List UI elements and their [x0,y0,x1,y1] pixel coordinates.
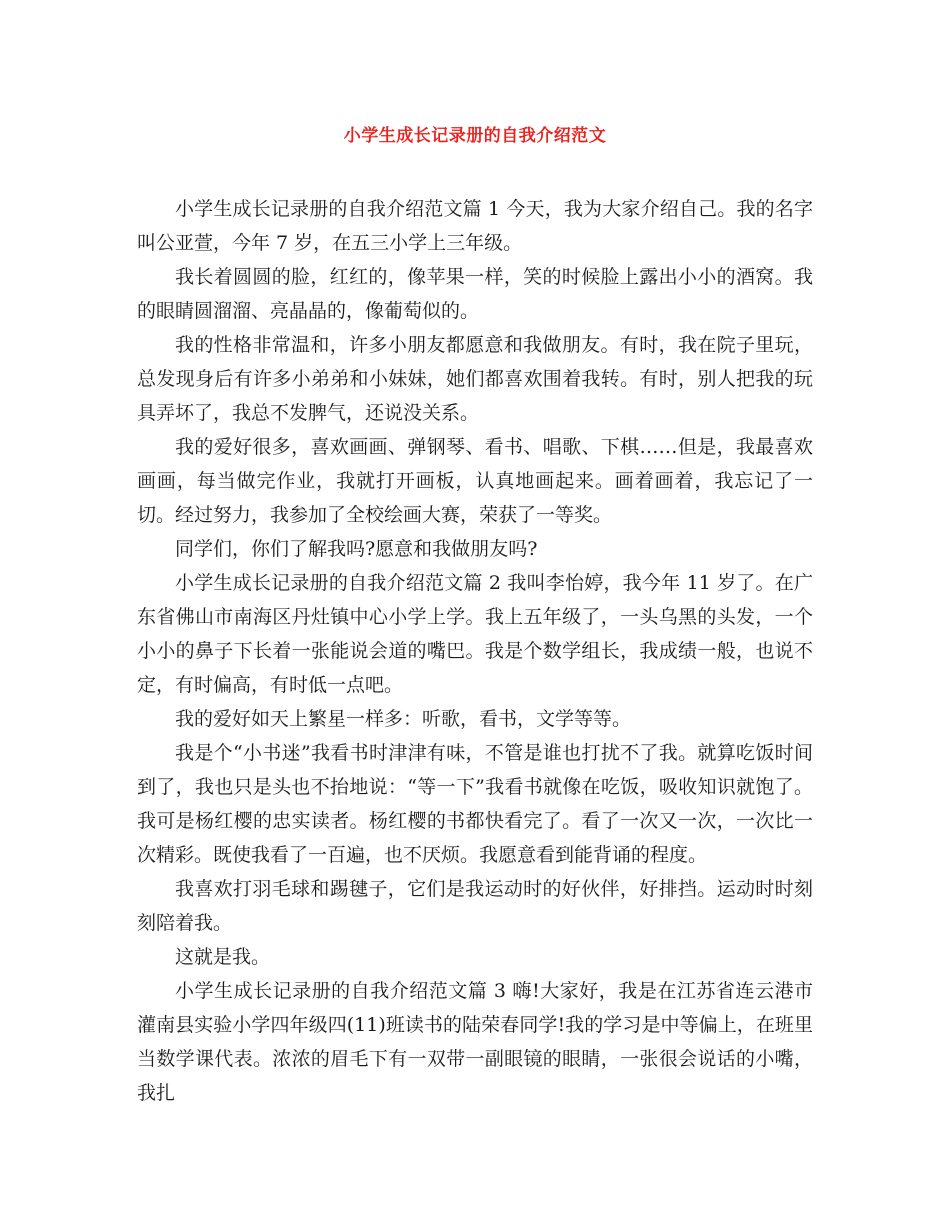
paragraph: 我的爱好很多，喜欢画画、弹钢琴、看书、唱歌、下棋……但是，我最喜欢画画，每当做完作业，我就打开画板，认真地画起来。画着画着，我忘记了一切。经过努力，我参加了全校绘画大赛，荣获了一等奖。 [137,436,813,526]
document-body [137,192,813,1110]
paragraph: 我的性格非常温和，许多小朋友都愿意和我做朋友。有时，我在院子里玩，总发现身后有许多小弟弟和小妹妹，她们都喜欢围着我转。有时，别人把我的玩具弄坏了，我总不发脾气，还说没关系。 [137,334,813,424]
paragraph: 我是个“小书迷”我看书时津津有味，不管是谁也打扰不了我。就算吃饭时间到了，我也只是头也不抬地说：“等一下”我看书就像在吃饭，吸收知识就饱了。我可是杨红樱的忠实读者。杨红樱的书都快看完了。看了一次又一次，一次比一次精彩。既使我看了一百遍，也不厌烦。我愿意看到能背诵的程度。 [137,742,813,866]
document-title: 小学生成长记录册的自我介绍范文 [343,126,607,146]
paragraph: 我喜欢打羽毛球和踢毽子，它们是我运动时的好伙伴，好排挡。运动时时刻刻陪着我。 [137,878,813,934]
paragraph: 小学生成长记录册的自我介绍范文篇 2 我叫李怡婷，我今年 11 岁了。在广东省佛山市南海区丹灶镇中心小学上学。我上五年级了，一头乌黑的头发，一个小小的鼻子下长着一张能说会道的嘴巴。我是个数学组长，我成绩一般，也说不定，有时偏高，有时低一点吧。 [137,572,813,696]
paragraph: 小学生成长记录册的自我介绍范文篇 1 今天，我为大家介绍自己。我的名字叫公亚萱，今年 7 岁，在五三小学上三年级。 [137,198,813,254]
paragraph: 这就是我。 [175,946,271,968]
paragraph: 我长着圆圆的脸，红红的，像苹果一样，笑的时候脸上露出小小的酒窝。我的眼睛圆溜溜、亮晶晶的，像葡萄似的。 [137,266,813,322]
paragraph: 小学生成长记录册的自我介绍范文篇 3 嗨!大家好，我是在江苏省连云港市灌南县实验小学四年级四(11)班读书的陆荣春同学!我的学习是中等偏上，在班里当数学课代表。浓浓的眉毛下有一双带一副眼镜的眼睛，一张很会说话的小嘴，我扎 [137,980,813,1104]
paragraph: 我的爱好如天上繁星一样多：听歌，看书，文学等等。 [175,708,632,730]
paragraph: 同学们，你们了解我吗?愿意和我做朋友吗? [175,538,538,560]
